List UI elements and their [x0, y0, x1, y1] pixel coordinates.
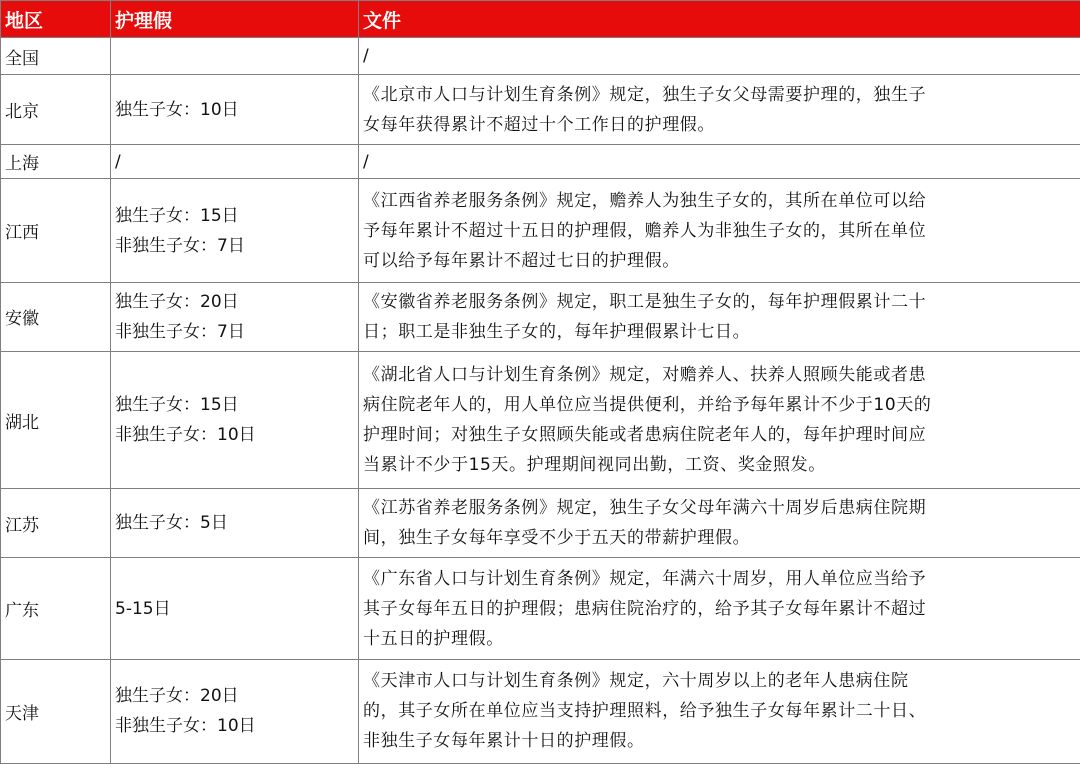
region-cell: 江西: [1, 179, 111, 282]
table-row: [1, 145, 1080, 179]
document-cell: [359, 38, 1080, 75]
leave-line: /: [115, 151, 121, 172]
leave-cell: [111, 38, 359, 75]
document-line: 当累计不少于15天。护理期间视同出勤，工资、奖金照发。: [363, 455, 826, 476]
table-row: [1, 38, 1080, 75]
leave-line: 非独生子女：7日: [115, 321, 245, 342]
region-cell: 广东: [1, 558, 111, 659]
leave-line: 独生子女：20日: [115, 291, 239, 312]
document-cell: [359, 145, 1080, 179]
document-line: 病住院老年人的，用人单位应当提供便利，并给予每年累计不少于10天的: [363, 395, 932, 416]
leave-cell: [111, 558, 359, 659]
region-cell: 上海: [1, 145, 111, 179]
leave-cell: [111, 75, 359, 145]
leave-cell: [111, 282, 359, 351]
document-cell: [359, 351, 1080, 488]
header-document: 文件: [359, 1, 1080, 38]
leave-cell: [111, 489, 359, 558]
document-cell: [359, 179, 1080, 282]
leave-cell: [111, 179, 359, 282]
region-cell: 北京: [1, 75, 111, 145]
table-row: [1, 282, 1080, 351]
document-line: 其子女每年五日的护理假；患病住院治疗的，给予其子女每年累计不超过: [363, 598, 927, 619]
leave-line: 独生子女：20日: [115, 686, 239, 707]
document-line: 间，独生子女每年享受不少于五天的带薪护理假。: [363, 528, 751, 549]
document-cell: [359, 659, 1080, 763]
document-line: 可以给予每年累计不超过七日的护理假。: [363, 250, 680, 271]
document-line: /: [363, 151, 370, 172]
leave-line: 独生子女：10日: [115, 99, 239, 120]
document-line: 《江苏省养老服务条例》规定，独生子女父母年满六十周岁后患病住院期: [363, 498, 927, 519]
document-line: 护理时间；对独生子女照顾失能或者患病住院老年人的，每年护理时间应: [363, 425, 927, 446]
region-cell: 全国: [1, 38, 111, 75]
document-line: 十五日的护理假。: [363, 628, 504, 649]
header-row: [1, 1, 1080, 38]
header-region: 地区: [1, 1, 111, 38]
document-line: 日；职工是非独生子女的，每年护理假累计七日。: [363, 321, 751, 342]
leave-cell: [111, 145, 359, 179]
region-cell: 湖北: [1, 351, 111, 488]
leave-line: 非独生子女：10日: [115, 425, 256, 446]
table-row: [1, 179, 1080, 282]
table-row: [1, 351, 1080, 488]
document-line: 予每年累计不超过十五日的护理假，赡养人为非独生子女的，其所在单位: [363, 220, 927, 241]
table-row: [1, 75, 1080, 145]
table-row: [1, 489, 1080, 558]
leave-cell: [111, 351, 359, 488]
document-cell: [359, 75, 1080, 145]
document-line: 《广东省人口与计划生育条例》规定，年满六十周岁，用人单位应当给予: [363, 568, 927, 589]
leave-line: 5-15日: [115, 598, 171, 619]
document-line: 《天津市人口与计划生育条例》规定，六十周岁以上的老年人患病住院: [363, 671, 909, 692]
document-cell: [359, 558, 1080, 659]
document-line: 《湖北省人口与计划生育条例》规定，对赡养人、扶养人照顾失能或者患: [363, 365, 927, 386]
document-line: 的，其子女所在单位应当支持护理照料，给予独生子女每年累计二十日、: [363, 701, 927, 722]
region-cell: 江苏: [1, 489, 111, 558]
region-cell: 安徽: [1, 282, 111, 351]
leave-line: 独生子女：5日: [115, 513, 228, 534]
document-line: 《安徽省养老服务条例》规定，职工是独生子女的，每年护理假累计二十: [363, 291, 927, 312]
leave-cell: [111, 659, 359, 763]
document-cell: [359, 489, 1080, 558]
leave-line: 非独生子女：10日: [115, 716, 256, 737]
document-line: 女每年获得累计不超过十个工作日的护理假。: [363, 114, 715, 135]
document-line: 非独生子女每年累计十日的护理假。: [363, 731, 645, 752]
region-cell: 天津: [1, 659, 111, 763]
document-line: /: [363, 46, 370, 67]
leave-line: 独生子女：15日: [115, 395, 239, 416]
table-row: [1, 659, 1080, 763]
document-line: 《北京市人口与计划生育条例》规定，独生子女父母需要护理的，独生子: [363, 84, 927, 105]
table-body: [1, 38, 1080, 764]
document-cell: [359, 282, 1080, 351]
table-row: [1, 558, 1080, 659]
leave-line: 独生子女：15日: [115, 205, 239, 226]
document-line: 《江西省养老服务条例》规定，赡养人为独生子女的，其所在单位可以给: [363, 190, 927, 211]
header-leave: 护理假: [111, 1, 359, 38]
leave-line: 非独生子女：7日: [115, 235, 245, 256]
